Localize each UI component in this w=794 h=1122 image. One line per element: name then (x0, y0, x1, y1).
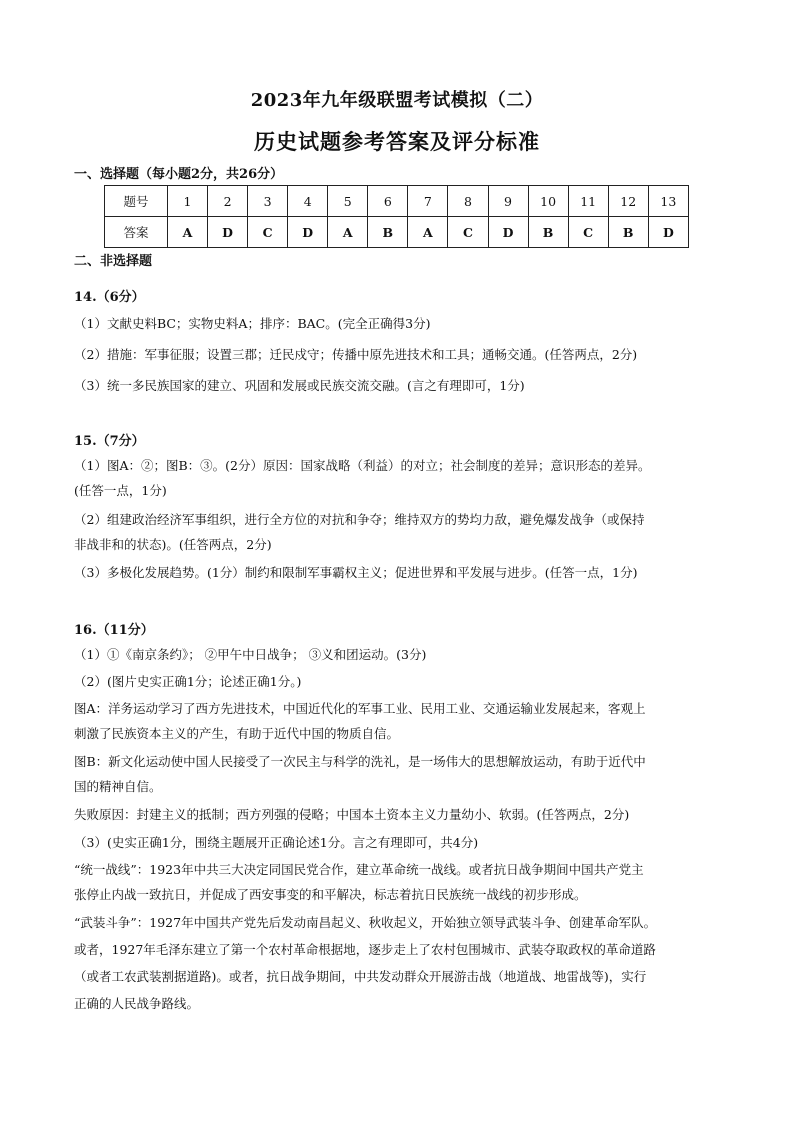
answer-row (105, 217, 689, 248)
answer-cell: D (208, 217, 248, 248)
question-number-cell: 12 (608, 186, 648, 217)
answer-line: （2）(图片史实正确1分；论述正确1分。) (74, 674, 302, 689)
answer-line: (任答一点，1分) (74, 483, 167, 498)
answer-cell: B (608, 217, 648, 248)
answer-line: （3）统一多民族国家的建立、巩固和发展或民族交流交融。(言之有理即可，1分) (74, 378, 525, 393)
question-14-heading: 14.（6分） (74, 290, 145, 305)
answer-cell: A (328, 217, 368, 248)
question-number-cell: 5 (328, 186, 368, 217)
question-number-cell: 7 (408, 186, 448, 217)
question-number-row (105, 186, 689, 217)
answer-line: （2）组建政治经济军事组织，进行全方位的对抗和争夺；维持双方的势均力敌，避免爆发战争（或保持 (74, 512, 645, 527)
answer-line: 张停止内战一致抗日，并促成了西安事变的和平解决，标志着抗日民族统一战线的初步形成。 (74, 887, 587, 902)
answer-line: （1）图A：②；图B：③。(2分）原因：国家战略（利益）的对立；社会制度的差异；意识形态的差异。 (74, 458, 651, 473)
answer-cell: B (528, 217, 568, 248)
question-number-cell: 6 (368, 186, 408, 217)
question-number-cell: 3 (248, 186, 288, 217)
answer-line: 正确的人民战争路线。 (74, 996, 200, 1011)
answer-table (104, 185, 689, 248)
answer-line: 国的精神自信。 (74, 779, 162, 794)
answer-line: 刺激了民族资本主义的产生，有助于近代中国的物质自信。 (74, 726, 400, 741)
question-number-cell: 11 (568, 186, 608, 217)
answer-cell: B (368, 217, 408, 248)
question-number-cell: 2 (208, 186, 248, 217)
exam-subtitle: 历史试题参考答案及评分标准 (254, 129, 540, 154)
answer-cell: D (648, 217, 688, 248)
question-number-cell: 8 (448, 186, 488, 217)
answer-line: （1）①《南京条约》； ②甲午中日战争； ③义和团运动。(3分) (74, 647, 427, 662)
answer-cell: A (408, 217, 448, 248)
answer-cell: C (568, 217, 608, 248)
answer-line: （2）措施：军事征服；设置三郡；迁民戍守；传播中原先进技术和工具；通畅交通。(任答两点，2分) (74, 347, 638, 362)
exam-title: 2023年九年级联盟考试模拟（二） (250, 90, 544, 111)
answer-line: 图A：洋务运动学习了西方先进技术，中国近代化的军事工业、民用工业、交通运输业发展起来，客观上 (74, 701, 646, 716)
table-row-label: 答案 (105, 217, 168, 248)
section-non-choice-heading: 二、非选择题 (74, 254, 153, 269)
answer-cell: C (248, 217, 288, 248)
question-number-cell: 10 (528, 186, 568, 217)
answer-line: （1）文献史料BC；实物史料A；排序：BAC。(完全正确得3分) (74, 316, 431, 331)
answer-line: （3）多极化发展趋势。(1分）制约和限制军事霸权主义；促进世界和平发展与进步。(任答一点，1分) (74, 565, 638, 580)
answer-cell: D (288, 217, 328, 248)
table-row-label: 题号 (105, 186, 168, 217)
answer-line: 非战非和的状态)。(任答两点，2分) (74, 537, 272, 552)
question-number-cell: 13 (648, 186, 688, 217)
answer-line: 失败原因：封建主义的抵制；西方列强的侵略；中国本土资本主义力量幼小、软弱。(任答两点，2分) (74, 807, 630, 822)
question-number-cell: 9 (488, 186, 528, 217)
answer-line: （3）(史实正确1分，围绕主题展开正确论述1分。言之有理即可，共4分) (74, 835, 479, 850)
answer-line: （或者工农武装割据道路)。或者，抗日战争期间，中共发动群众开展游击战（地道战、地雷战等)，实行 (74, 969, 647, 984)
answer-cell: C (448, 217, 488, 248)
answer-line: 或者，1927年毛泽东建立了第一个农村革命根据地，逐步走上了农村包围城市、武装夺取政权的革命道路 (74, 942, 656, 957)
answer-line: “武装斗争”：1927年中国共产党先后发动南昌起义、秋收起义，开始独立领导武装斗争、创建革命军队。 (74, 915, 657, 930)
question-16-heading: 16.（11分） (74, 623, 154, 638)
answer-cell: D (488, 217, 528, 248)
answer-line: “统一战线”：1923年中共三大决定同国民党合作，建立革命统一战线。或者抗日战争期间中国共产党主 (74, 862, 644, 877)
answer-cell: A (168, 217, 208, 248)
question-number-cell: 4 (288, 186, 328, 217)
question-number-cell: 1 (168, 186, 208, 217)
section-multiple-choice-heading: 一、选择题（每小题2分，共26分） (74, 167, 284, 182)
question-15-heading: 15.（7分） (74, 434, 145, 449)
answer-line: 图B：新文化运动使中国人民接受了一次民主与科学的洗礼，是一场伟大的思想解放运动，有助于近代中 (74, 754, 646, 769)
